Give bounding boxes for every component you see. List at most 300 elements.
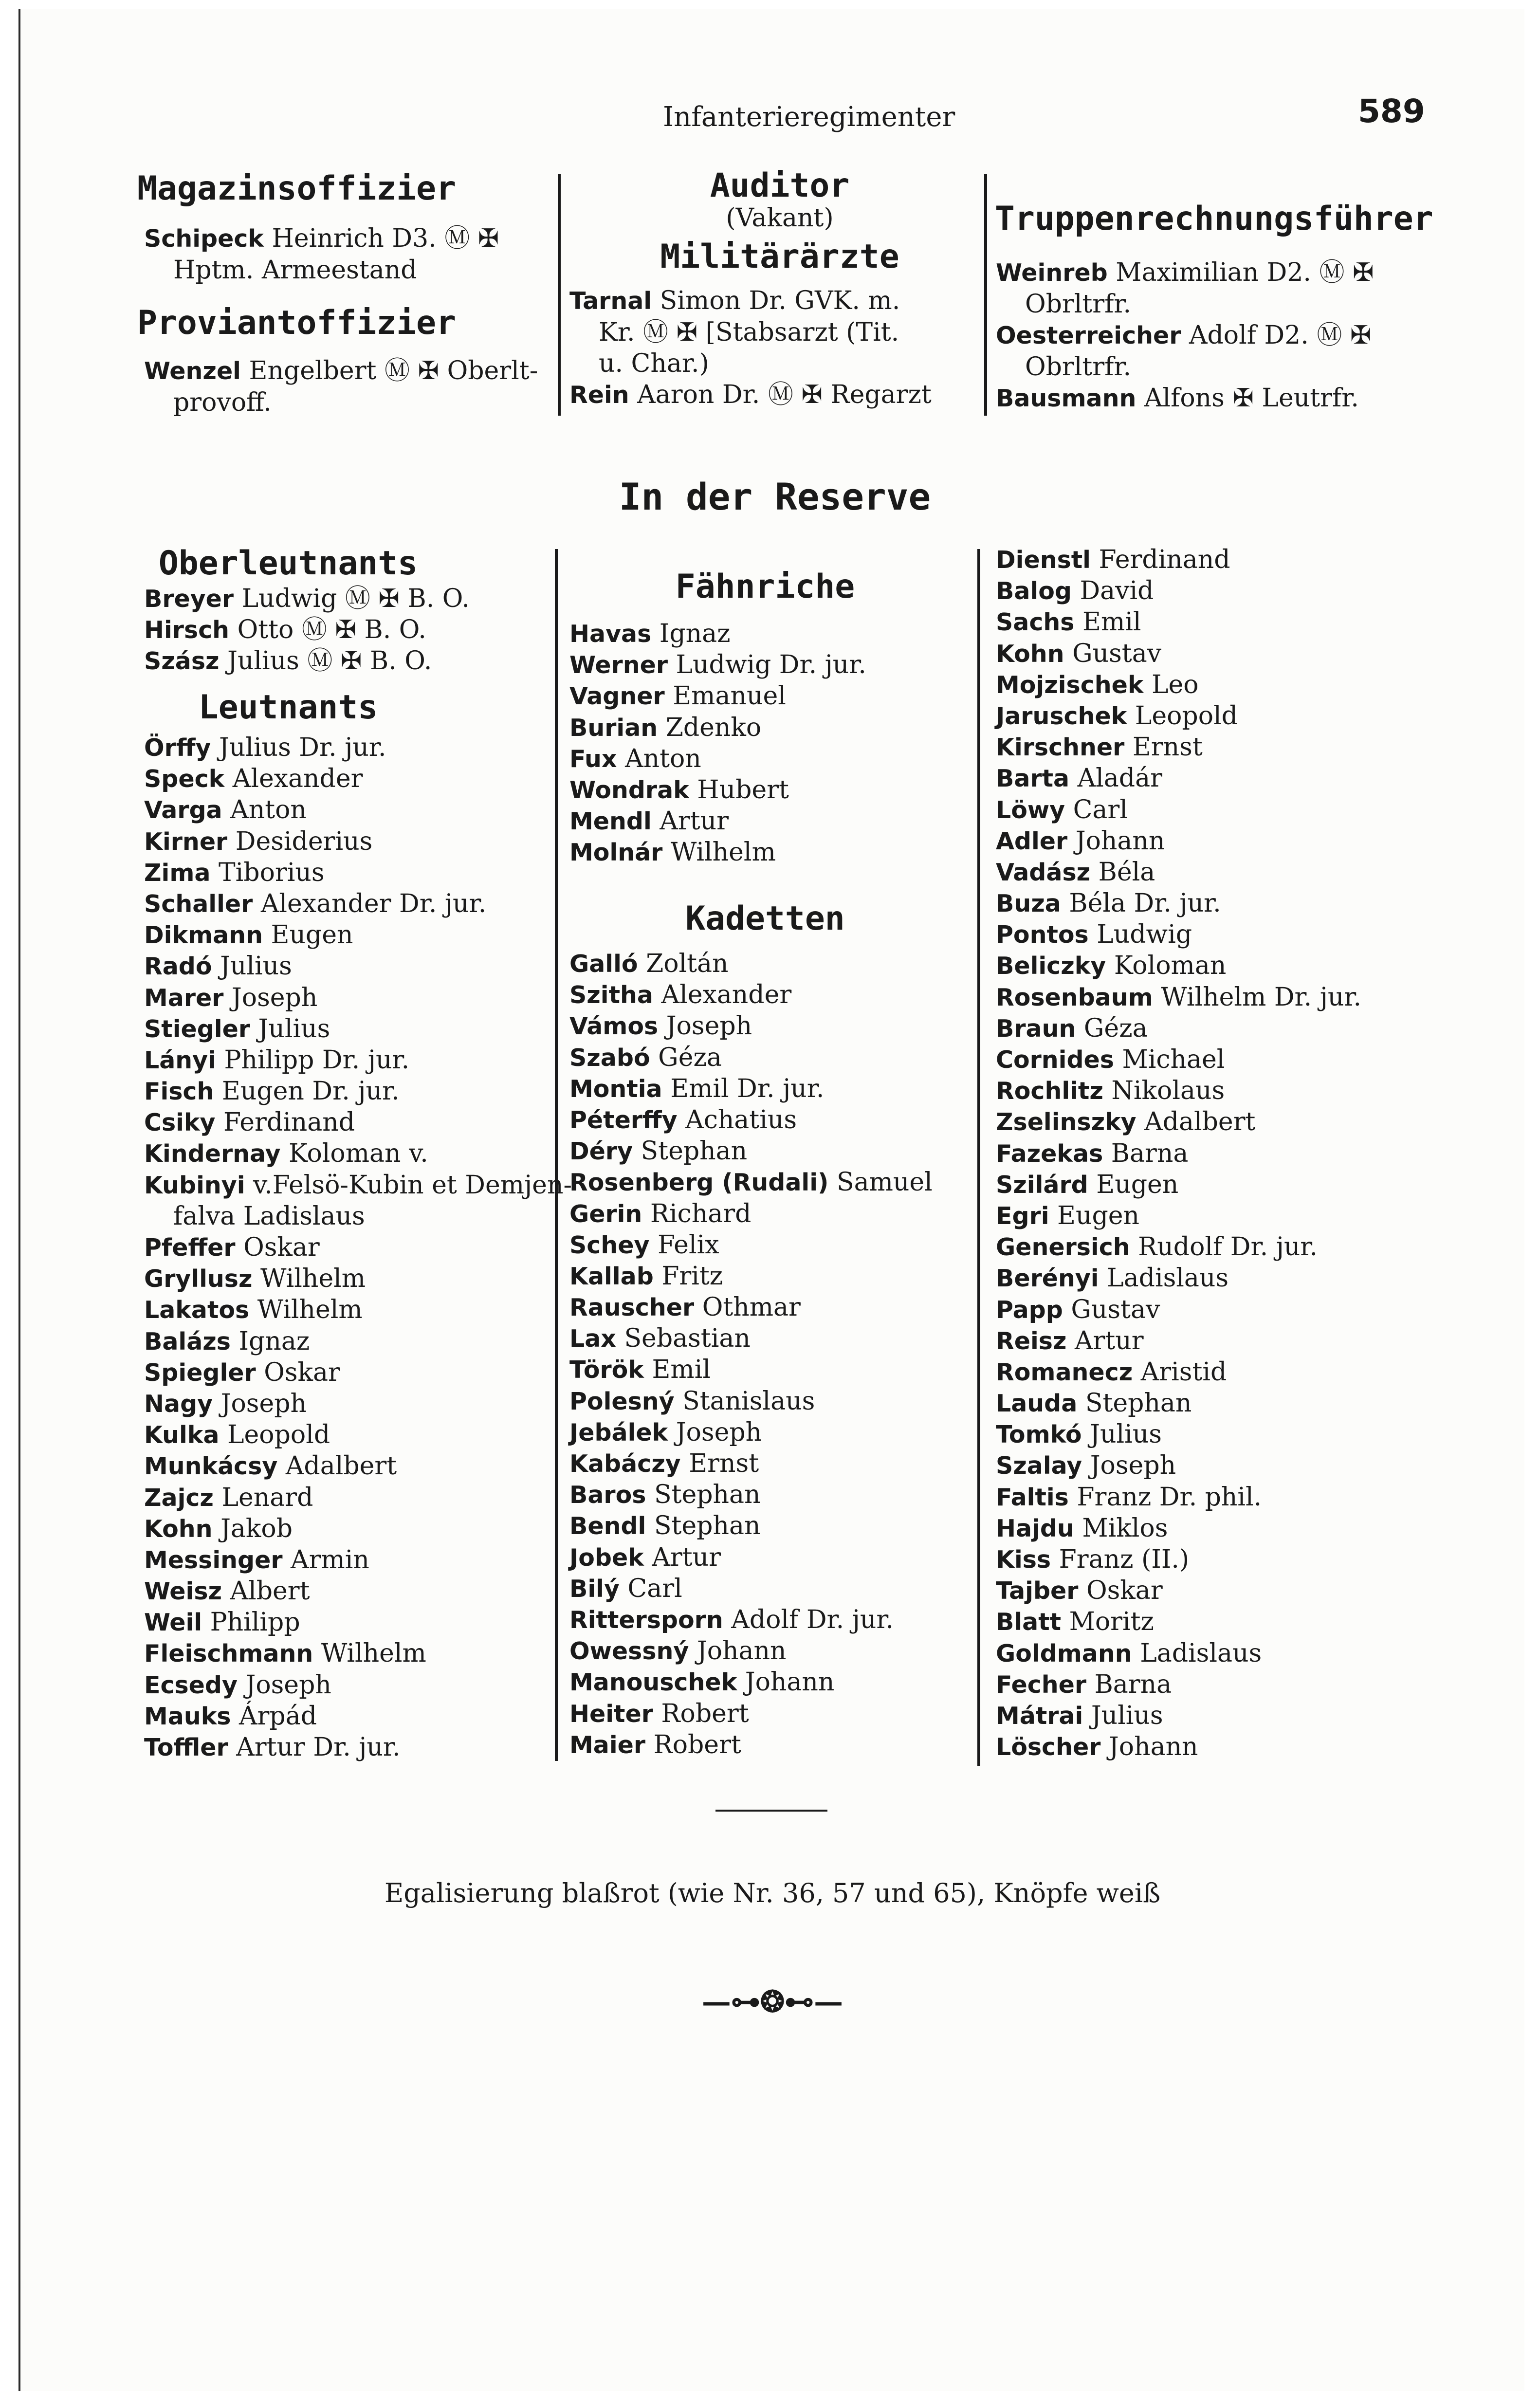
surname: Galló — [569, 950, 638, 978]
given-names: Johann — [697, 1636, 787, 1666]
surname: Kubinyi — [144, 1171, 245, 1199]
given-names: Othmar — [702, 1293, 801, 1322]
given-names: Oskar — [243, 1233, 320, 1262]
surname: Mátrai — [996, 1702, 1083, 1730]
surname: Messinger — [144, 1546, 283, 1574]
column-divider — [977, 549, 980, 1766]
surname: Balog — [996, 577, 1072, 605]
list-item — [569, 1010, 933, 1042]
list-item — [144, 919, 572, 951]
list-item — [569, 1417, 933, 1448]
given-names: Emil Dr. jur. — [670, 1074, 825, 1103]
given-names: u. Char.) — [599, 349, 709, 378]
page — [18, 9, 1524, 2391]
magazinsoffizier-entry — [144, 223, 548, 286]
surname: Rauscher — [569, 1294, 695, 1322]
given-names: Philipp Dr. jur. — [224, 1045, 410, 1075]
list-item — [996, 794, 1361, 825]
given-names: Ludwig Dr. jur. — [676, 650, 866, 680]
given-names: Eugen — [1096, 1170, 1179, 1199]
list-item — [569, 285, 978, 317]
given-names: Nikolaus — [1111, 1076, 1225, 1106]
list-item — [996, 1606, 1361, 1637]
reserve-names-list — [996, 544, 1361, 1762]
given-names: Béla — [1098, 857, 1155, 887]
given-names: Alexander Dr. jur. — [260, 889, 487, 918]
surname: Manouschek — [569, 1668, 737, 1697]
list-item — [569, 1136, 933, 1167]
surname: Mojzischek — [996, 671, 1144, 699]
given-names: Julius Dr. jur. — [219, 733, 386, 762]
surname: Szalay — [996, 1452, 1082, 1480]
list-item — [996, 1513, 1361, 1544]
surname: Burian — [569, 714, 658, 742]
list-item — [144, 732, 572, 763]
surname: Schey — [569, 1231, 650, 1259]
surname: Hirsch — [144, 616, 230, 644]
list-item — [569, 774, 866, 806]
given-names: Adalbert — [1144, 1107, 1256, 1137]
given-names: Albert — [230, 1576, 310, 1606]
list-item — [996, 1482, 1361, 1513]
heading-proviantoffizier: Proviantoffizier — [137, 304, 457, 342]
reserve-title: In der Reserve — [619, 475, 931, 518]
surname: Varga — [144, 796, 222, 825]
list-item — [569, 379, 978, 411]
given-names: Anton — [230, 795, 307, 825]
list-item — [996, 1731, 1361, 1762]
given-names: Oskar — [264, 1357, 340, 1387]
list-item — [996, 1294, 1361, 1325]
given-names: Richard — [650, 1199, 752, 1228]
heading-militaeraerzte: Militärärzte — [660, 238, 899, 276]
given-names: Ladislaus — [1140, 1638, 1262, 1668]
given-names: Koloman — [1114, 951, 1227, 981]
surname: Lauda — [996, 1390, 1078, 1418]
leutnants-list — [144, 732, 572, 1763]
given-names: Desiderius — [235, 826, 373, 856]
given-names: Fritz — [661, 1261, 723, 1291]
surname: Vadász — [996, 858, 1091, 886]
list-item — [144, 387, 548, 418]
list-item — [996, 919, 1361, 950]
surname: Kulka — [144, 1421, 220, 1449]
given-names: Heinrich D3. Ⓜ ✠ — [272, 224, 499, 253]
list-item — [144, 951, 572, 982]
given-names: Ferdinand — [223, 1108, 355, 1137]
list-item — [996, 1700, 1361, 1731]
heading-magazinsoffizier: Magazinsoffizier — [137, 169, 457, 208]
surname: Maier — [569, 1731, 646, 1759]
proviantoffizier-entry — [144, 355, 548, 418]
auditor-vakant: (Vakant) — [726, 203, 834, 233]
given-names: Emil — [652, 1355, 711, 1385]
surname: Löscher — [996, 1733, 1101, 1761]
list-item — [144, 223, 548, 255]
surname: Beliczky — [996, 952, 1106, 980]
given-names: falva Ladislaus — [173, 1201, 365, 1231]
list-item — [569, 1104, 933, 1136]
list-item — [996, 1356, 1361, 1388]
surname: Lakatos — [144, 1296, 250, 1324]
given-names: Johann — [1108, 1732, 1198, 1762]
list-item — [996, 1544, 1361, 1575]
surname: Zima — [144, 859, 211, 887]
surname: Havas — [569, 620, 652, 648]
given-names: Johann — [745, 1668, 835, 1697]
surname: Dienstl — [996, 546, 1091, 574]
list-item — [996, 982, 1361, 1013]
list-item — [569, 712, 866, 743]
given-names: Alexander — [661, 980, 792, 1010]
given-names: Joseph — [676, 1417, 762, 1447]
given-names: Miklos — [1082, 1513, 1168, 1543]
list-item — [569, 1386, 933, 1417]
given-names: Carl — [627, 1574, 682, 1603]
given-names: Emanuel — [673, 681, 786, 711]
list-item — [996, 1419, 1361, 1450]
surname: Schipeck — [144, 225, 264, 253]
surname: Bausmann — [996, 385, 1137, 412]
surname: Löwy — [996, 796, 1065, 824]
heading-truppenrechnungsfuehrer: Truppenrechnungsführer — [995, 200, 1433, 238]
surname: Szabó — [569, 1044, 650, 1072]
given-names: Wilhelm — [260, 1264, 366, 1294]
list-item — [996, 857, 1361, 888]
list-item — [569, 1667, 933, 1698]
list-item — [996, 1325, 1361, 1356]
surname: Genersich — [996, 1233, 1130, 1262]
list-item — [569, 1604, 933, 1635]
given-names: Kr. Ⓜ ✠ [Stabsarzt (Tit. — [599, 318, 899, 347]
surname: Kiss — [996, 1546, 1051, 1574]
list-item — [569, 680, 866, 712]
given-names: Béla Dr. jur. — [1069, 889, 1221, 918]
given-names: Ladislaus — [1107, 1264, 1229, 1293]
list-item — [996, 638, 1361, 669]
running-head: Infanterieregimenter — [663, 101, 955, 133]
list-item — [996, 950, 1361, 981]
oberleutnants-list — [144, 583, 470, 677]
list-item — [996, 1200, 1361, 1231]
list-item — [569, 1073, 933, 1104]
surname: Szitha — [569, 981, 653, 1009]
list-item — [144, 1294, 572, 1325]
surname: Tomkó — [996, 1421, 1082, 1449]
list-item — [996, 1013, 1361, 1044]
list-item — [569, 1479, 933, 1510]
given-names: Adolf D2. Ⓜ ✠ — [1189, 321, 1372, 350]
list-item — [996, 1138, 1361, 1169]
list-item — [996, 732, 1361, 763]
given-names: Michael — [1122, 1045, 1225, 1074]
given-names: Wilhelm — [670, 838, 776, 867]
surname: Vámos — [569, 1012, 659, 1041]
given-names: David — [1080, 576, 1154, 606]
truppenrechnungsfuehrer-entries — [996, 257, 1434, 414]
surname: Rochlitz — [996, 1077, 1103, 1105]
given-names: Julius Ⓜ ✠ B. O. — [227, 646, 432, 676]
list-item — [996, 1044, 1361, 1075]
surname: Rein — [569, 381, 629, 409]
surname: Péterffy — [569, 1106, 678, 1134]
list-item — [144, 1607, 572, 1638]
list-item — [569, 1167, 933, 1198]
given-names: Artur Dr. jur. — [236, 1733, 401, 1762]
column-divider — [558, 174, 561, 416]
given-names: Armin — [291, 1545, 369, 1575]
given-names: Gustav — [1072, 639, 1162, 668]
list-item — [144, 1357, 572, 1388]
footer-note: Egalisierung blaßrot (wie Nr. 36, 57 und 65), Knöpfe weiß — [384, 1878, 1161, 1908]
surname: Radó — [144, 953, 212, 981]
surname: Kindernay — [144, 1140, 281, 1168]
list-item — [144, 1045, 572, 1076]
list-item — [996, 1388, 1361, 1419]
list-item — [569, 979, 933, 1010]
given-names: Leopold — [227, 1420, 330, 1450]
surname: Breyer — [144, 585, 234, 613]
list-item — [569, 1261, 933, 1292]
list-item — [144, 1513, 572, 1544]
surname: Rosenbaum — [996, 983, 1153, 1011]
list-item — [569, 1729, 933, 1760]
surname: Török — [569, 1356, 644, 1384]
surname: Déry — [569, 1137, 633, 1166]
given-names: Leo — [1151, 670, 1199, 699]
given-names: Ignaz — [659, 619, 731, 648]
list-item — [144, 1482, 572, 1513]
list-item — [569, 649, 866, 680]
list-item — [144, 1138, 572, 1169]
given-names: Alexander — [232, 764, 363, 794]
list-item — [144, 1732, 572, 1763]
separator-rule — [715, 1810, 827, 1812]
page-number: 589 — [1358, 92, 1425, 130]
list-item — [569, 1542, 933, 1573]
surname: Blatt — [996, 1608, 1062, 1636]
surname: Balázs — [144, 1327, 231, 1356]
faehnriche-list — [569, 618, 866, 868]
given-names: Hptm. Armeestand — [173, 256, 417, 285]
given-names: Julius — [1091, 1701, 1163, 1730]
list-item — [144, 1326, 572, 1357]
list-item — [996, 1169, 1361, 1200]
list-item — [144, 982, 572, 1013]
surname: Bendl — [569, 1512, 646, 1540]
given-names: Julius — [1090, 1420, 1162, 1449]
surname: Tajber — [996, 1577, 1079, 1605]
given-names: Maximilian D2. Ⓜ ✠ — [1116, 258, 1374, 287]
list-item — [996, 606, 1361, 638]
list-item — [144, 645, 470, 677]
given-names: Otto Ⓜ ✠ B. O. — [237, 615, 426, 645]
surname: Romanecz — [996, 1358, 1133, 1386]
list-item — [144, 355, 548, 387]
list-item — [144, 1638, 572, 1669]
surname: Rosenberg (Rudali) — [569, 1169, 829, 1197]
given-names: Koloman v. — [289, 1139, 428, 1169]
list-item — [569, 743, 866, 774]
list-item — [569, 1354, 933, 1385]
given-names: Stephan — [1085, 1389, 1192, 1418]
surname: Hajdu — [996, 1514, 1074, 1542]
surname: Barta — [996, 765, 1070, 793]
heading-leutnants: Leutnants — [198, 688, 378, 727]
surname: Pontos — [996, 921, 1089, 949]
given-names: Wilhelm — [321, 1639, 426, 1668]
surname: Szász — [144, 647, 220, 676]
surname: Pfeffer — [144, 1234, 236, 1262]
list-item — [144, 1263, 572, 1294]
surname: Weil — [144, 1609, 202, 1637]
given-names: Adalbert — [285, 1451, 397, 1481]
list-item — [996, 257, 1434, 289]
surname: Stiegler — [144, 1015, 251, 1043]
list-item — [569, 1229, 933, 1261]
surname: Fux — [569, 745, 617, 773]
given-names: Alfons ✠ Leutrfr. — [1144, 384, 1359, 413]
surname: Lányi — [144, 1046, 216, 1074]
list-item — [569, 948, 933, 979]
list-item — [144, 614, 470, 645]
list-item — [144, 794, 572, 825]
surname: Schaller — [144, 890, 253, 918]
surname: Szilárd — [996, 1171, 1088, 1199]
surname: Mauks — [144, 1702, 231, 1730]
surname: Zajcz — [144, 1484, 214, 1512]
surname: Munkácsy — [144, 1452, 278, 1481]
heading-oberleutnants: Oberleutnants — [158, 544, 418, 583]
given-names: Stephan — [641, 1136, 748, 1166]
surname: Ecsedy — [144, 1671, 238, 1699]
list-item — [996, 1450, 1361, 1481]
given-names: Ignaz — [238, 1326, 310, 1356]
surname: Kirschner — [996, 733, 1125, 762]
list-item — [569, 618, 866, 649]
list-item — [996, 700, 1361, 732]
given-names: Zdenko — [665, 713, 762, 742]
given-names: Aladár — [1077, 764, 1162, 793]
list-item — [144, 1170, 572, 1201]
given-names: Simon Dr. GVK. m. — [660, 286, 900, 315]
list-item — [144, 1107, 572, 1138]
list-item — [144, 1576, 572, 1607]
list-item — [569, 1510, 933, 1541]
list-item — [569, 1042, 933, 1073]
surname: Jebálek — [569, 1418, 668, 1447]
militaeraerzte-entries — [569, 285, 978, 411]
surname: Egri — [996, 1202, 1049, 1230]
kadetten-list — [569, 948, 933, 1760]
list-item — [144, 1013, 572, 1045]
given-names: Joseph — [1090, 1451, 1176, 1481]
list-item — [569, 348, 978, 379]
given-names: Wilhelm Dr. jur. — [1161, 982, 1362, 1012]
given-names: Obrltrfr. — [1025, 290, 1132, 319]
given-names: Stephan — [654, 1480, 761, 1510]
surname: Reisz — [996, 1327, 1067, 1355]
heading-kadetten: Kadetten — [685, 899, 845, 938]
given-names: v.Felsö-Kubin et Demjen- — [253, 1170, 572, 1200]
surname: Sachs — [996, 608, 1075, 637]
surname: Zselinszky — [996, 1108, 1137, 1136]
surname: Spiegler — [144, 1358, 256, 1387]
given-names: Géza — [658, 1043, 722, 1072]
given-names: Aaron Dr. Ⓜ ✠ Regarzt — [637, 380, 932, 409]
list-item — [996, 575, 1361, 606]
list-item — [996, 383, 1434, 414]
surname: Berényi — [996, 1265, 1099, 1293]
given-names: Felix — [657, 1230, 719, 1260]
given-names: Gustav — [1071, 1295, 1160, 1324]
given-names: Obrltrfr. — [1025, 352, 1132, 382]
given-names: Julius — [258, 1014, 330, 1044]
list-item — [144, 1419, 572, 1450]
surname: Lax — [569, 1325, 616, 1353]
list-item — [569, 1292, 933, 1323]
list-item — [996, 1638, 1361, 1669]
surname: Owessný — [569, 1637, 689, 1666]
surname: Vagner — [569, 682, 665, 711]
list-item — [144, 583, 470, 614]
given-names: Engelbert Ⓜ ✠ Oberlt- — [249, 356, 538, 385]
given-names: Carl — [1073, 795, 1128, 825]
surname: Rittersporn — [569, 1606, 723, 1634]
list-item — [996, 544, 1361, 575]
surname: Örffy — [144, 734, 211, 762]
list-item — [144, 1701, 572, 1732]
list-item — [996, 825, 1361, 857]
surname: Fazekas — [996, 1139, 1103, 1168]
surname: Toffler — [144, 1734, 228, 1761]
list-item — [996, 320, 1434, 351]
given-names: Joseph — [220, 1389, 307, 1418]
given-names: Moritz — [1069, 1607, 1154, 1637]
surname: Nagy — [144, 1390, 213, 1418]
ornament: —⊶❂⊷— — [701, 1985, 843, 2019]
surname: Csiky — [144, 1109, 216, 1137]
surname: Wenzel — [144, 357, 241, 385]
surname: Kallab — [569, 1262, 654, 1290]
given-names: Joseph — [231, 983, 318, 1012]
given-names: Eugen Dr. jur. — [221, 1077, 400, 1106]
list-item — [996, 1669, 1361, 1700]
list-item — [996, 1075, 1361, 1106]
list-item — [569, 1198, 933, 1229]
surname: Gryllusz — [144, 1265, 253, 1293]
list-item — [569, 1448, 933, 1479]
column-divider — [984, 174, 987, 416]
surname: Tarnal — [569, 287, 652, 315]
surname: Oesterreicher — [996, 322, 1181, 349]
list-item — [144, 763, 572, 794]
list-item — [996, 888, 1361, 919]
given-names: Robert — [653, 1730, 741, 1760]
surname: Marer — [144, 984, 224, 1012]
list-item — [569, 1573, 933, 1604]
surname: Polesný — [569, 1387, 675, 1415]
given-names: Joseph — [666, 1011, 752, 1041]
list-item — [144, 1544, 572, 1576]
surname: Adler — [996, 827, 1068, 855]
given-names: Hubert — [697, 775, 789, 805]
given-names: Philipp — [210, 1608, 300, 1637]
list-item — [144, 1669, 572, 1701]
given-names: Julius — [220, 952, 292, 981]
given-names: Artur — [652, 1542, 721, 1572]
surname: Papp — [996, 1296, 1063, 1324]
